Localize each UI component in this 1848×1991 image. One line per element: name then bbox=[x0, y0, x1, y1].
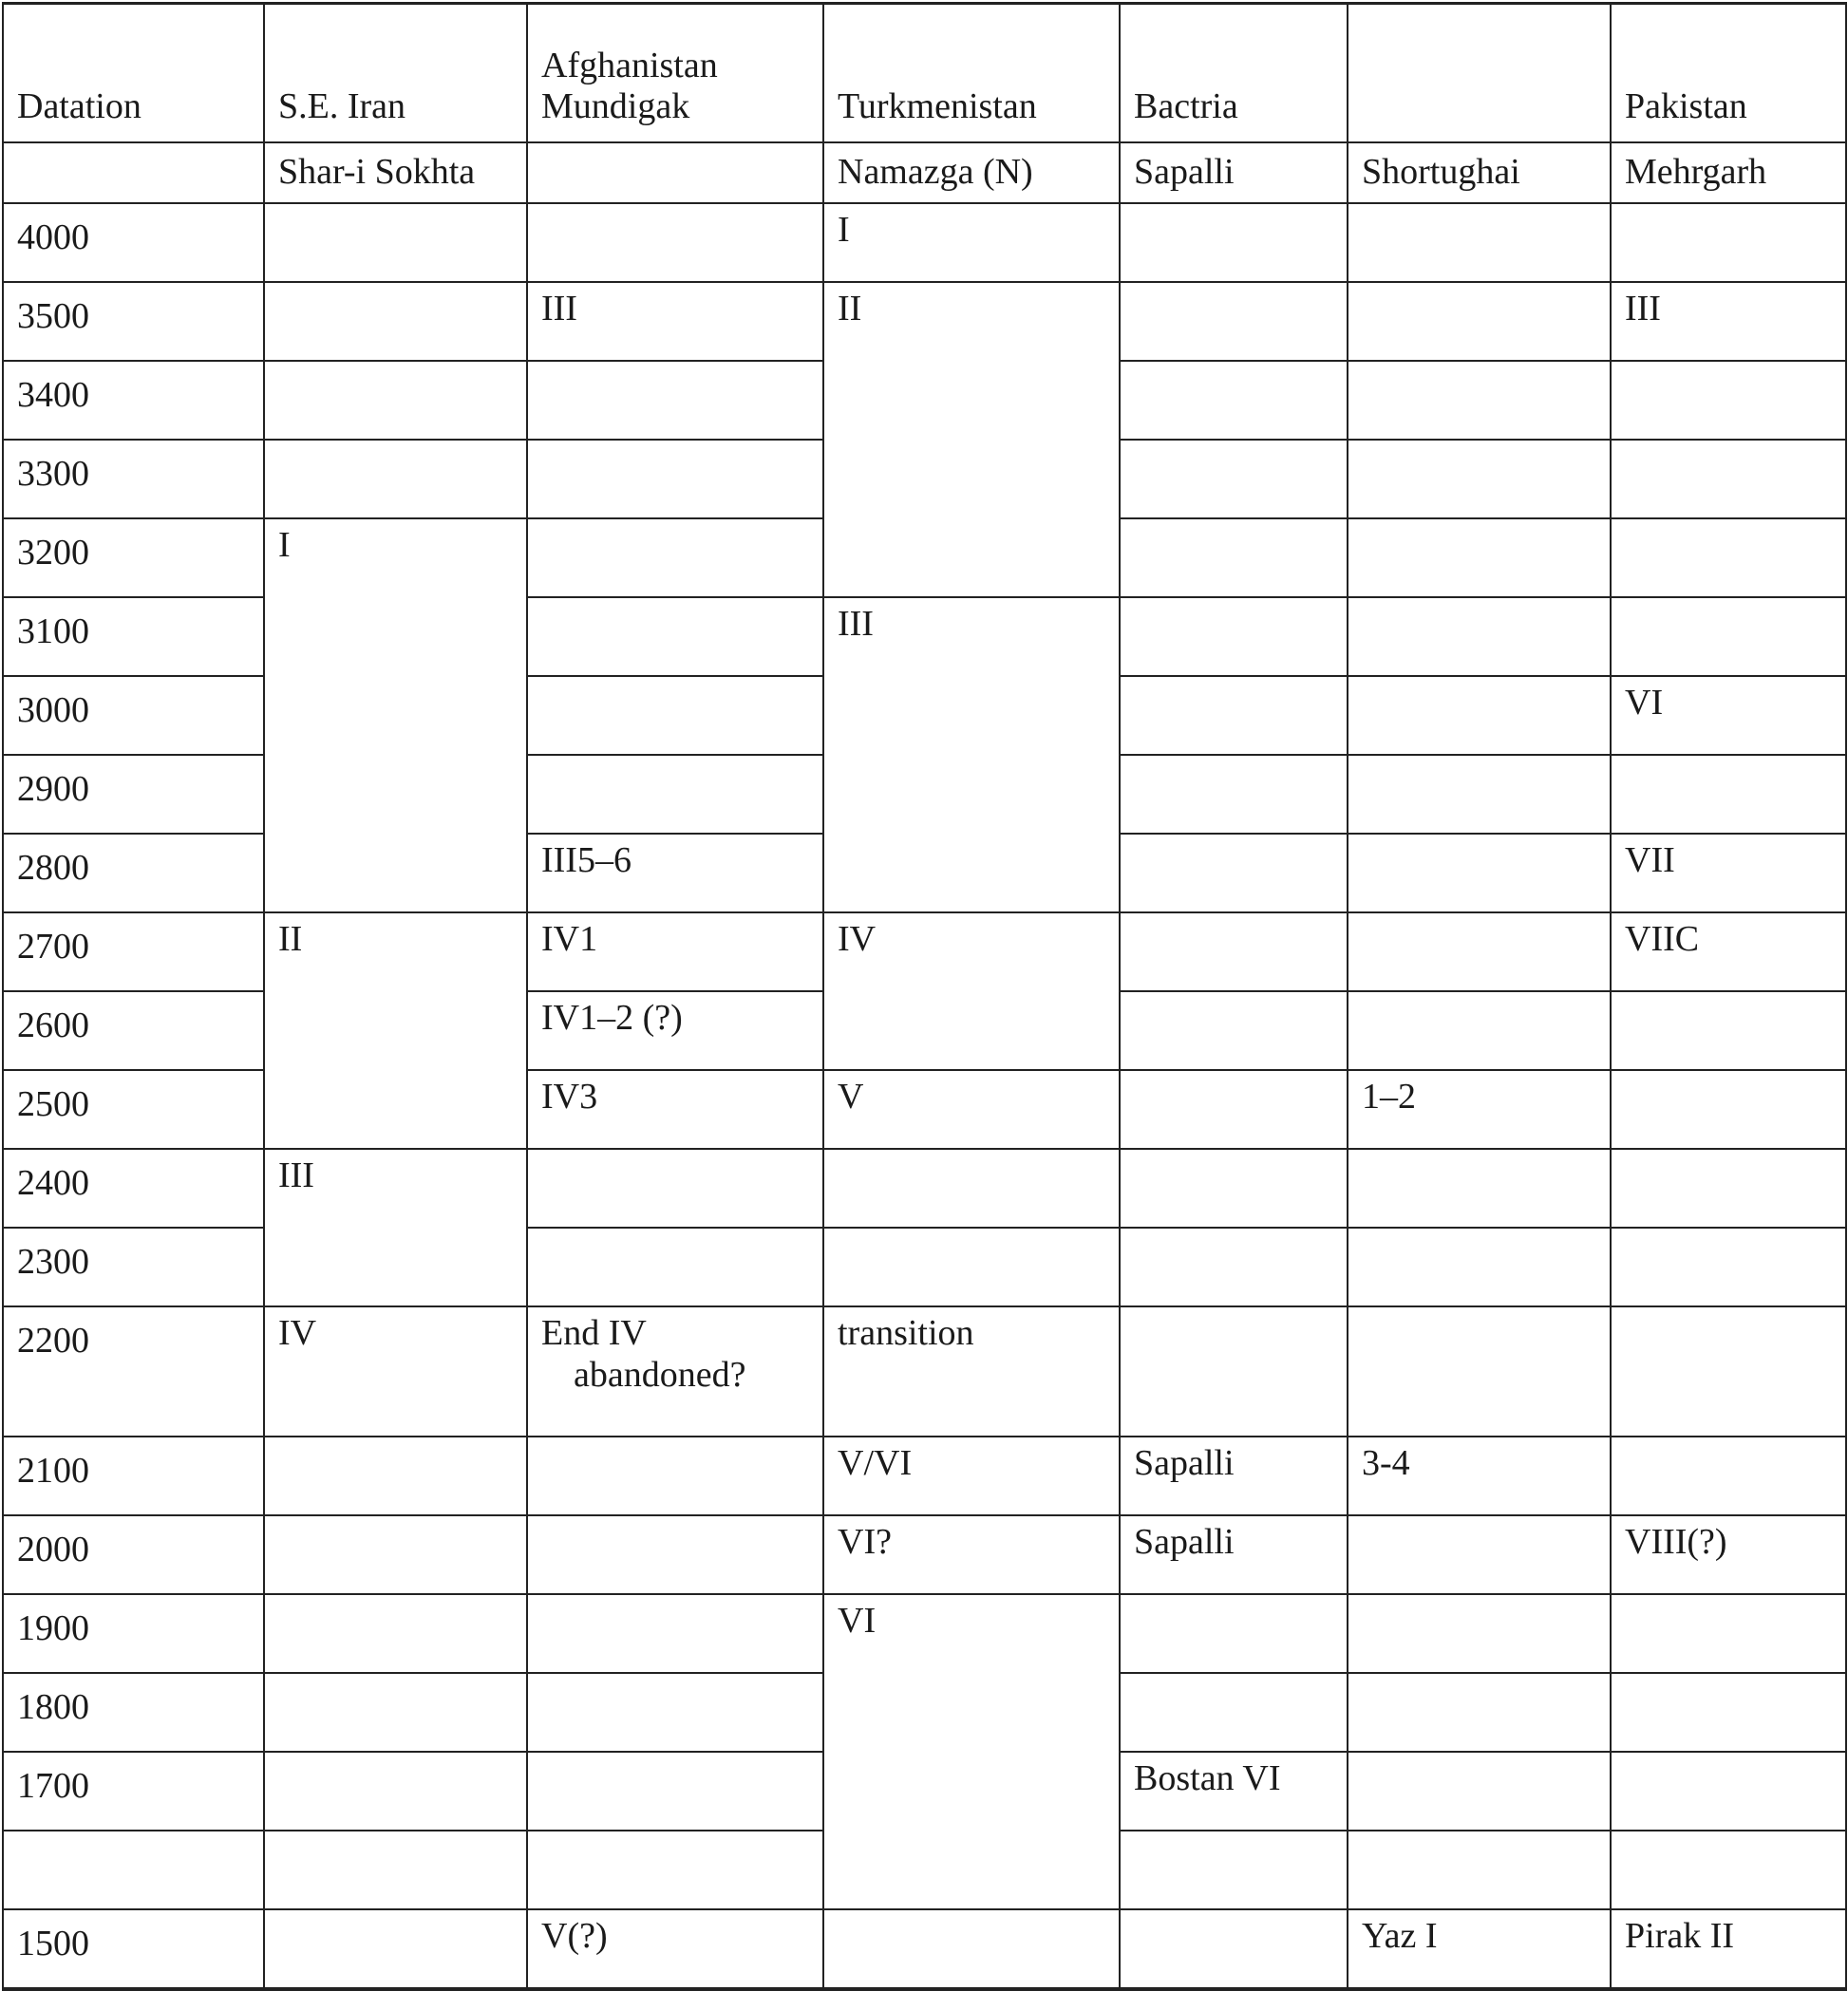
header-row bbox=[3, 4, 1846, 143]
table-row bbox=[3, 1909, 1846, 1989]
year-cell: 2500 bbox=[3, 1070, 264, 1149]
turkmenistan-cell: VI bbox=[823, 1594, 1120, 1909]
se-iran-cell bbox=[264, 1673, 527, 1752]
pakistan-cell: VII bbox=[1611, 834, 1846, 912]
subheader-se-iran: Shar-i Sokhta bbox=[264, 142, 527, 203]
pakistan-cell bbox=[1611, 518, 1846, 597]
shortughai-cell: 1–2 bbox=[1348, 1070, 1611, 1149]
mundigak-cell bbox=[527, 203, 823, 282]
header-datation: Datation bbox=[3, 4, 264, 143]
year-cell: 2900 bbox=[3, 755, 264, 834]
mundigak-cell bbox=[527, 1437, 823, 1515]
table-row bbox=[3, 1515, 1846, 1594]
bactria-cell: Bostan VI bbox=[1120, 1752, 1348, 1831]
turkmenistan-cell: transition bbox=[823, 1306, 1120, 1437]
se-iran-cell: IV bbox=[264, 1306, 527, 1437]
pakistan-cell: VI bbox=[1611, 676, 1846, 755]
pakistan-cell bbox=[1611, 1306, 1846, 1437]
shortughai-cell bbox=[1348, 991, 1611, 1070]
bactria-cell bbox=[1120, 1831, 1348, 1909]
mundigak-cell: IV1–2 (?) bbox=[527, 991, 823, 1070]
pakistan-cell bbox=[1611, 991, 1846, 1070]
shortughai-cell bbox=[1348, 597, 1611, 676]
shortughai-cell bbox=[1348, 1515, 1611, 1594]
shortughai-cell bbox=[1348, 1673, 1611, 1752]
mundigak-abandoned-note: abandoned? bbox=[574, 1354, 746, 1395]
mundigak-cell bbox=[527, 1306, 823, 1437]
bactria-cell bbox=[1120, 1070, 1348, 1149]
shortughai-cell: 3-4 bbox=[1348, 1437, 1611, 1515]
mundigak-cell: IV3 bbox=[527, 1070, 823, 1149]
year-cell: 2700 bbox=[3, 912, 264, 991]
mundigak-cell bbox=[527, 597, 823, 676]
turkmenistan-cell: V/VI bbox=[823, 1437, 1120, 1515]
bactria-cell bbox=[1120, 834, 1348, 912]
turkmenistan-cell bbox=[823, 1228, 1120, 1306]
mundigak-cell bbox=[527, 1515, 823, 1594]
year-cell: 1700 bbox=[3, 1752, 264, 1831]
subheader-pakistan: Mehrgarh bbox=[1611, 142, 1846, 203]
shortughai-cell: Yaz I bbox=[1348, 1909, 1611, 1989]
bactria-cell bbox=[1120, 597, 1348, 676]
shortughai-cell bbox=[1348, 834, 1611, 912]
subheader-shortughai: Shortughai bbox=[1348, 142, 1611, 203]
bactria-cell bbox=[1120, 991, 1348, 1070]
bactria-cell bbox=[1120, 1149, 1348, 1228]
bactria-cell bbox=[1120, 361, 1348, 440]
mundigak-cell: IV1 bbox=[527, 912, 823, 991]
mundigak-end-label: End IV bbox=[541, 1313, 647, 1353]
bactria-cell bbox=[1120, 912, 1348, 991]
bactria-cell bbox=[1120, 1909, 1348, 1989]
header-afghanistan-label: Afghanistan bbox=[541, 45, 718, 85]
mundigak-cell bbox=[527, 1831, 823, 1909]
mundigak-cell: V(?) bbox=[527, 1909, 823, 1989]
bactria-cell bbox=[1120, 1228, 1348, 1306]
year-cell: 3300 bbox=[3, 440, 264, 518]
pakistan-cell bbox=[1611, 755, 1846, 834]
shortughai-cell bbox=[1348, 361, 1611, 440]
year-cell: 4000 bbox=[3, 203, 264, 282]
header-bactria: Bactria bbox=[1120, 4, 1348, 143]
shortughai-cell bbox=[1348, 518, 1611, 597]
se-iran-cell bbox=[264, 1437, 527, 1515]
bactria-cell bbox=[1120, 282, 1348, 361]
se-iran-cell bbox=[264, 440, 527, 518]
subheader-turkmenistan: Namazga (N) bbox=[823, 142, 1120, 203]
mundigak-cell bbox=[527, 1752, 823, 1831]
year-cell: 2600 bbox=[3, 991, 264, 1070]
bactria-cell bbox=[1120, 755, 1348, 834]
pakistan-cell bbox=[1611, 1228, 1846, 1306]
table-row bbox=[3, 282, 1846, 361]
year-cell: 2200 bbox=[3, 1306, 264, 1437]
shortughai-cell bbox=[1348, 1306, 1611, 1437]
se-iran-cell bbox=[264, 282, 527, 361]
header-afghanistan bbox=[527, 4, 823, 143]
se-iran-cell: I bbox=[264, 518, 527, 912]
se-iran-cell bbox=[264, 1594, 527, 1673]
pakistan-cell bbox=[1611, 440, 1846, 518]
mundigak-cell bbox=[527, 676, 823, 755]
bactria-cell bbox=[1120, 203, 1348, 282]
pakistan-cell bbox=[1611, 1831, 1846, 1909]
pakistan-cell bbox=[1611, 361, 1846, 440]
year-cell: 2000 bbox=[3, 1515, 264, 1594]
mundigak-cell bbox=[527, 518, 823, 597]
shortughai-cell bbox=[1348, 676, 1611, 755]
pakistan-cell bbox=[1611, 1594, 1846, 1673]
bactria-cell bbox=[1120, 1306, 1348, 1437]
pakistan-cell bbox=[1611, 597, 1846, 676]
header-pakistan: Pakistan bbox=[1611, 4, 1846, 143]
turkmenistan-cell: I bbox=[823, 203, 1120, 282]
subheader-row bbox=[3, 142, 1846, 203]
shortughai-cell bbox=[1348, 912, 1611, 991]
se-iran-cell bbox=[264, 1515, 527, 1594]
header-blank bbox=[1348, 4, 1611, 143]
mundigak-cell: III5–6 bbox=[527, 834, 823, 912]
turkmenistan-cell bbox=[823, 1909, 1120, 1989]
shortughai-cell bbox=[1348, 1149, 1611, 1228]
mundigak-cell bbox=[527, 361, 823, 440]
table-row bbox=[3, 1149, 1846, 1228]
se-iran-cell bbox=[264, 361, 527, 440]
bactria-cell bbox=[1120, 1673, 1348, 1752]
subheader-datation bbox=[3, 142, 264, 203]
header-mundigak-label: Mundigak bbox=[541, 86, 690, 127]
shortughai-cell bbox=[1348, 282, 1611, 361]
header-se-iran: S.E. Iran bbox=[264, 4, 527, 143]
pakistan-cell: VIII(?) bbox=[1611, 1515, 1846, 1594]
se-iran-cell bbox=[264, 1831, 527, 1909]
se-iran-cell: II bbox=[264, 912, 527, 1149]
pakistan-cell bbox=[1611, 1070, 1846, 1149]
shortughai-cell bbox=[1348, 755, 1611, 834]
year-cell: 3200 bbox=[3, 518, 264, 597]
shortughai-cell bbox=[1348, 1752, 1611, 1831]
bactria-cell bbox=[1120, 1594, 1348, 1673]
pakistan-cell bbox=[1611, 1149, 1846, 1228]
year-cell: 1500 bbox=[3, 1909, 264, 1989]
shortughai-cell bbox=[1348, 1831, 1611, 1909]
table-row bbox=[3, 1306, 1846, 1437]
year-cell: 2800 bbox=[3, 834, 264, 912]
mundigak-cell bbox=[527, 440, 823, 518]
pakistan-cell: Pirak II bbox=[1611, 1909, 1846, 1989]
mundigak-cell bbox=[527, 1673, 823, 1752]
table-row bbox=[3, 203, 1846, 282]
pakistan-cell bbox=[1611, 1752, 1846, 1831]
subheader-bactria: Sapalli bbox=[1120, 142, 1348, 203]
year-cell: 1800 bbox=[3, 1673, 264, 1752]
year-cell: 3400 bbox=[3, 361, 264, 440]
pakistan-cell: VIIC bbox=[1611, 912, 1846, 991]
bactria-cell bbox=[1120, 676, 1348, 755]
pakistan-cell bbox=[1611, 1437, 1846, 1515]
mundigak-cell bbox=[527, 1228, 823, 1306]
turkmenistan-cell: II bbox=[823, 282, 1120, 597]
year-cell: 2100 bbox=[3, 1437, 264, 1515]
bactria-cell bbox=[1120, 518, 1348, 597]
turkmenistan-cell: V bbox=[823, 1070, 1120, 1149]
se-iran-cell bbox=[264, 1752, 527, 1831]
subheader-mundigak bbox=[527, 142, 823, 203]
mundigak-cell bbox=[527, 1594, 823, 1673]
turkmenistan-cell: III bbox=[823, 597, 1120, 912]
year-cell bbox=[3, 1831, 264, 1909]
table-row bbox=[3, 1437, 1846, 1515]
chronology-table bbox=[2, 2, 1847, 1991]
shortughai-cell bbox=[1348, 203, 1611, 282]
bactria-cell: Sapalli bbox=[1120, 1437, 1348, 1515]
shortughai-cell bbox=[1348, 1594, 1611, 1673]
year-cell: 3000 bbox=[3, 676, 264, 755]
bactria-cell: Sapalli bbox=[1120, 1515, 1348, 1594]
shortughai-cell bbox=[1348, 440, 1611, 518]
turkmenistan-cell: IV bbox=[823, 912, 1120, 1070]
year-cell: 2300 bbox=[3, 1228, 264, 1306]
pakistan-cell bbox=[1611, 203, 1846, 282]
se-iran-cell bbox=[264, 203, 527, 282]
year-cell: 3500 bbox=[3, 282, 264, 361]
mundigak-cell: III bbox=[527, 282, 823, 361]
mundigak-cell bbox=[527, 755, 823, 834]
year-cell: 3100 bbox=[3, 597, 264, 676]
turkmenistan-cell: VI? bbox=[823, 1515, 1120, 1594]
bactria-cell bbox=[1120, 440, 1348, 518]
turkmenistan-cell bbox=[823, 1149, 1120, 1228]
se-iran-cell: III bbox=[264, 1149, 527, 1306]
pakistan-cell: III bbox=[1611, 282, 1846, 361]
mundigak-cell bbox=[527, 1149, 823, 1228]
table-row bbox=[3, 1594, 1846, 1673]
year-cell: 2400 bbox=[3, 1149, 264, 1228]
year-cell: 1900 bbox=[3, 1594, 264, 1673]
se-iran-cell bbox=[264, 1909, 527, 1989]
pakistan-cell bbox=[1611, 1673, 1846, 1752]
table-row bbox=[3, 912, 1846, 991]
header-turkmenistan: Turkmenistan bbox=[823, 4, 1120, 143]
shortughai-cell bbox=[1348, 1228, 1611, 1306]
